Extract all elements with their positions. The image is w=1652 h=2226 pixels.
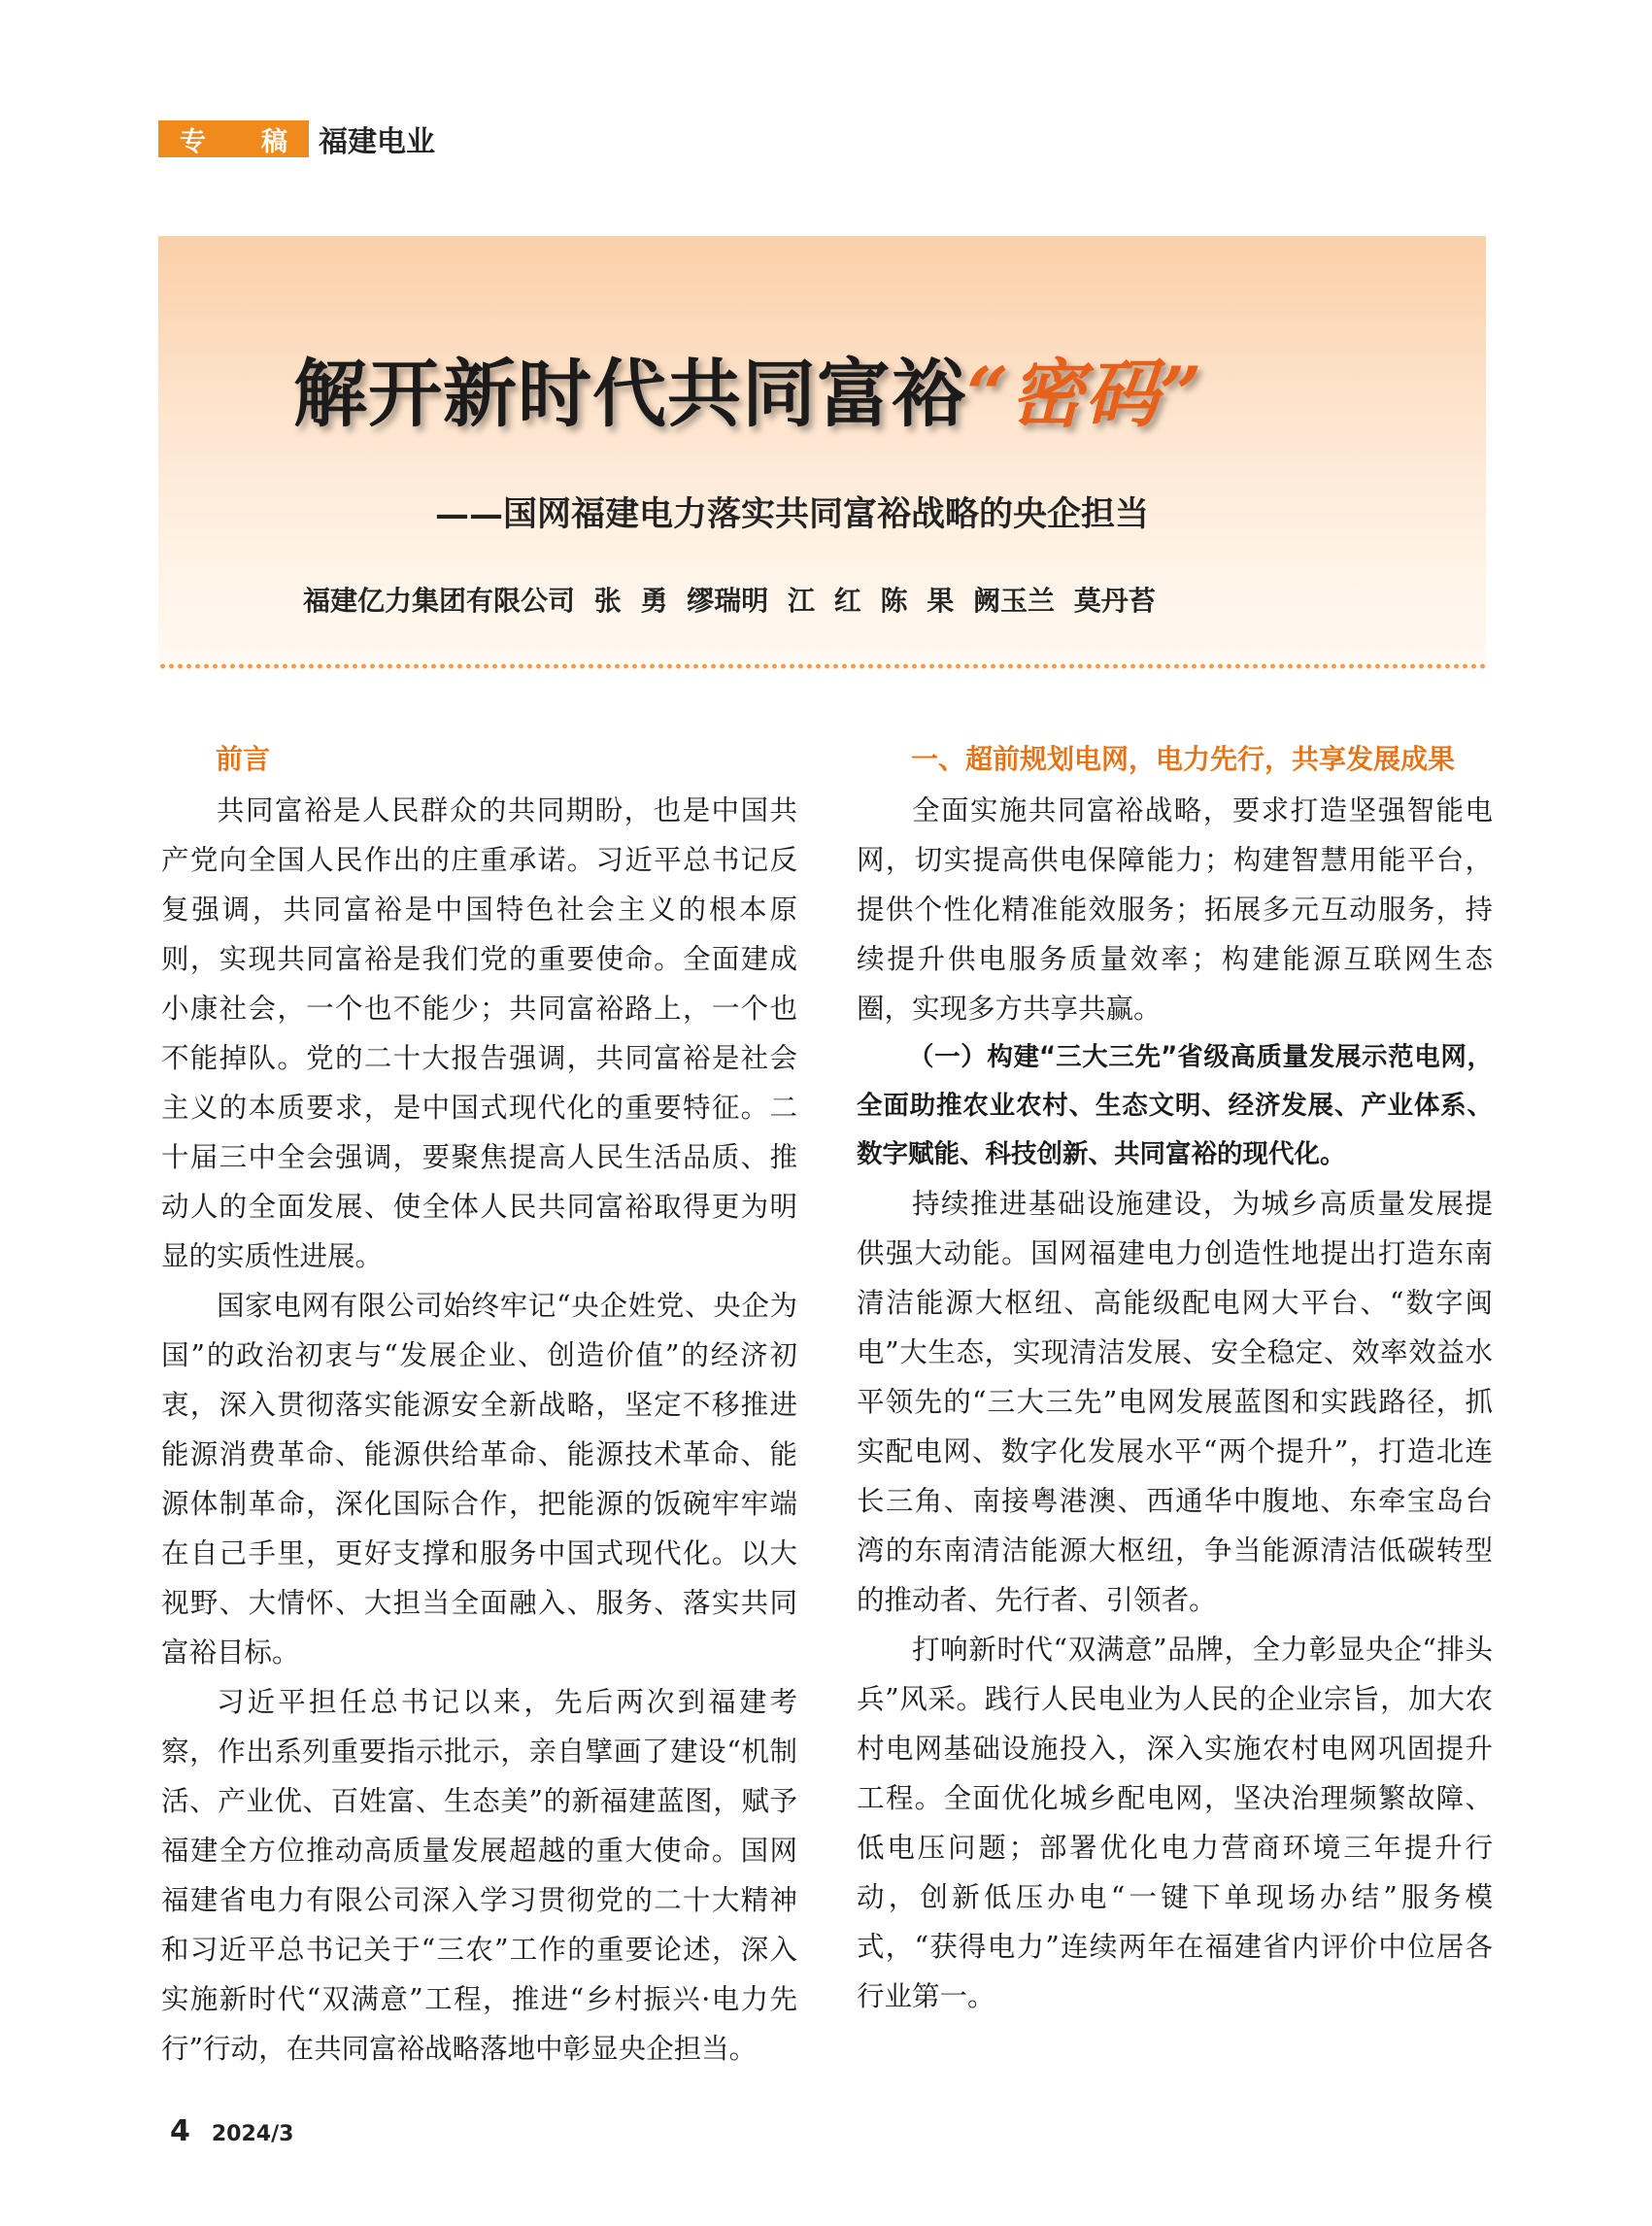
column-tag-char-1: 专 [180,126,206,157]
issue-number: 2024/3 [211,2122,294,2146]
column-tag [158,120,309,157]
preface-heading: 前言 [216,743,271,775]
body-paragraph: 国家电网有限公司始终牢记“央企姓党、央企为国”的政治初衷与“发展企业、创造价值”的经济初衷，深入贯彻落实能源安全新战略，坚定不移推进能源消费革命、能源供给革命、能源技术革命、能源体制革命，深化国际合作，把能源的饭碗牢牢端在自己手里，更好支撑和服务中国式现代化。以大视野、大情怀、大担当全面融入、服务、落实共同富裕目标。 [161,1290,797,1669]
left-column [161,735,797,2074]
right-column [857,735,1493,2021]
body-paragraph: 习近平担任总书记以来，先后两次到福建考察，作出系列重要指示批示，亲自擘画了建设“机制活、产业优、百姓富、生态美”的新福建蓝图，赋予福建全方位推动高质量发展超越的重大使命。国网福建省电力有限公司深入学习贯彻党的二十大精神和习近平总书记关于“三农”工作的重要论述，深入实施新时代“双满意”工程，推进“乡村振兴·电力先行”行动，在共同富裕战略落地中彰显央企担当。 [161,1686,797,2065]
column-tag-char-2: 稿 [261,126,287,157]
section-header [158,120,435,157]
page-footer [170,2114,293,2148]
article-subtitle: ——国网福建电力落实共同富裕战略的央企担当 [435,494,1150,534]
body-paragraph: 持续推进基础设施建设，为城乡高质量发展提供强大动能。国网福建电力创造性地提出打造东南清洁能源大枢纽、高能级配电网大平台、“数字闽电”大生态，实现清洁发展、安全稳定、效率效益水平领先的“三大三先”电网发展蓝图和实践路径，抓实配电网、数字化发展水平“两个提升”，打造北连长三角、南接粤港澳、西通华中腹地、东牵宝岛台湾的东南清洁能源大枢纽，争当能源清洁低碳转型的推动者、先行者、引领者。 [857,1188,1493,1616]
article-title [293,335,1202,441]
dotted-divider [158,662,1486,670]
title-main: 解开新时代共同富裕 [293,351,966,437]
body-paragraph: 共同富裕是人民群众的共同期盼，也是中国共产党向全国人民作出的庄重承诺。习近平总书记反复强调，共同富裕是中国特色社会主义的根本原则，实现共同富裕是我们党的重要使命。全面建成小康社会，一个也不能少；共同富裕路上，一个也不能掉队。党的二十大报告强调，共同富裕是社会主义的本质要求，是中国式现代化的重要特征。二十届三中全会强调，要聚焦提高人民生活品质、推动人的全面发展、使全体人民共同富裕取得更为明显的实质性进展。 [161,794,797,1272]
page-number: 4 [170,2114,190,2148]
body-paragraph: 打响新时代“双满意”品牌，全力彰显央企“排头兵”风采。践行人民电业为人民的企业宗旨，加大农村电网基础设施投入，深入实施农村电网巩固提升工程。全面优化城乡配电网，坚决治理频繁故障、低电压问题；部署优化电力营商环境三年提升行动，创新低压办电“一键下单现场办结”服务模式，“获得电力”连续两年在福建省内评价中位居各行业第一。 [857,1634,1493,2012]
subsection-heading: （一）构建“三大三先”省级高质量发展示范电网，全面助推农业农村、生态文明、经济发展、产业体系、数字赋能、科技创新、共同富裕的现代化。 [857,1042,1493,1169]
section-heading: 一、超前规划电网，电力先行，共享发展成果 [911,743,1456,775]
magazine-name: 福建电业 [319,125,435,159]
title-accent: “密码” [966,351,1203,437]
article-authors: 福建亿力集团有限公司 张 勇 缪瑞明 江 红 陈 果 阙玉兰 莫丹苔 [303,585,1156,617]
body-paragraph: 全面实施共同富裕战略，要求打造坚强智能电网，切实提高供电保障能力；构建智慧用能平台，提供个性化精准能效服务；拓展多元互动服务，持续提升供电服务质量效率；构建能源互联网生态圈，实现多方共享共赢。 [857,794,1493,1025]
